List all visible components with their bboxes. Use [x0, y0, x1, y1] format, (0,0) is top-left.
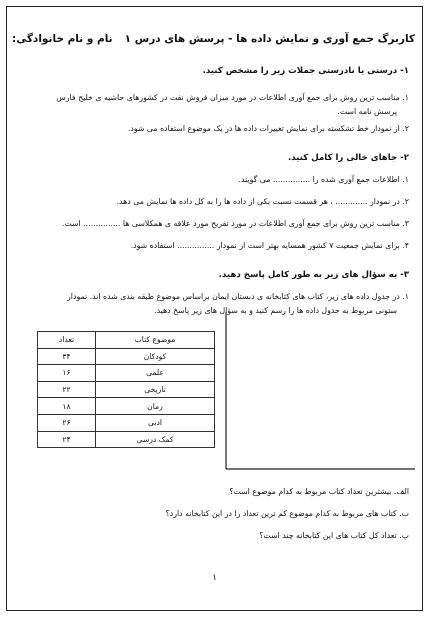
table-cell-topic: ادبی [96, 414, 215, 431]
question-b: ب. کتاب های مربوط به کدام موضوع کم ترین تعداد را در این کتابخانه دارد؟ [165, 509, 409, 518]
table-row [38, 365, 215, 382]
table-cell-count: ۲۴ [38, 431, 96, 448]
table-cell-count: ۲۶ [38, 414, 96, 431]
table-row [38, 381, 215, 398]
table-cell-topic: رمان [96, 398, 215, 415]
table-cell-topic: کودکان [96, 348, 215, 365]
table-header-count: تعداد [38, 332, 96, 349]
table-cell-count: ۱۶ [38, 365, 96, 382]
section3-q1-line1: ۱. در جدول داده های زیر، کتاب های کتابخانه ی دبستان ایمان براساس موضوع طبقه بندی شده اند. نمودار [67, 292, 409, 301]
table-cell-topic: علمی [96, 365, 215, 382]
section2-q2: ۲. در نمودار ............. ، هر قسمت نسبت یکی از داده ها را به کل داده ها نمایش می دهد. [116, 197, 409, 206]
table-cell-topic: کمک درسی [96, 431, 215, 448]
table-row [38, 398, 215, 415]
table-cell-topic: تاریخی [96, 381, 215, 398]
table-cell-count: ۱۸ [38, 398, 96, 415]
question-c: پ. تعداد کل کتاب های این کتابخانه چند است؟ [259, 531, 409, 540]
blank-chart-axes [225, 312, 415, 470]
table-header-row [38, 332, 215, 349]
table-cell-count: ۳۴ [38, 348, 96, 365]
table-row [38, 348, 215, 365]
student-name-label: نام و نام خانوادگی: [12, 33, 113, 45]
section2-title: ۲- جاهای خالی را کامل کنید. [288, 153, 409, 163]
table-header-topic: موضوع کتاب [96, 332, 215, 349]
books-table [37, 331, 215, 448]
section1-q1-line1: ۱. مناسب ترین روش برای جمع آوری اطلاعات در مورد میزان فروش نفت در کشورهای حاشیه ی خلیج فارس [56, 93, 409, 102]
section1-q2: ۲. از نمودار خط تشکسته برای نمایش تغییرات داده ها در یک موضوع استفاده می شود. [127, 124, 409, 133]
section2-q1: ۱. اطلاعات جمع آوری شده را ............... می گویند. [238, 175, 409, 184]
section2-q3: ۳. مناسب ترین روش برای جمع آوری اطلاعات در مورد تفریح مورد علاقه ی همکلاسی ها ............... است. [61, 219, 409, 228]
section2-q4: ۴. برای نمایش جمعیت ۷ کشور همسایه بهتر است از نمودار ............... استفاده شود. [130, 241, 409, 250]
question-a: الف. بیشترین تعداد کتاب مربوط به کدام موضوع است؟ [229, 487, 409, 496]
table-row [38, 431, 215, 448]
table-row [38, 414, 215, 431]
worksheet-title: کاربرگ جمع آوری و نمایش داده ها - پرسش های درس ۱ [124, 33, 415, 45]
section3-title: ۳- به سؤال های زیر به طور کامل پاسخ دهید. [218, 270, 409, 280]
page-number: ۱ [212, 573, 217, 583]
table-cell-count: ۲۲ [38, 381, 96, 398]
section1-title: ۱- درستی یا نادرستی جملات زیر را مشخص کنید. [202, 66, 409, 76]
section1-q1-line2: پرسش نامه است. [337, 107, 397, 116]
section3-q1-line2: ستونی مربوط به جدول داده ها را رسم کنید و به سؤال های زیر پاسخ دهید. [154, 306, 397, 315]
